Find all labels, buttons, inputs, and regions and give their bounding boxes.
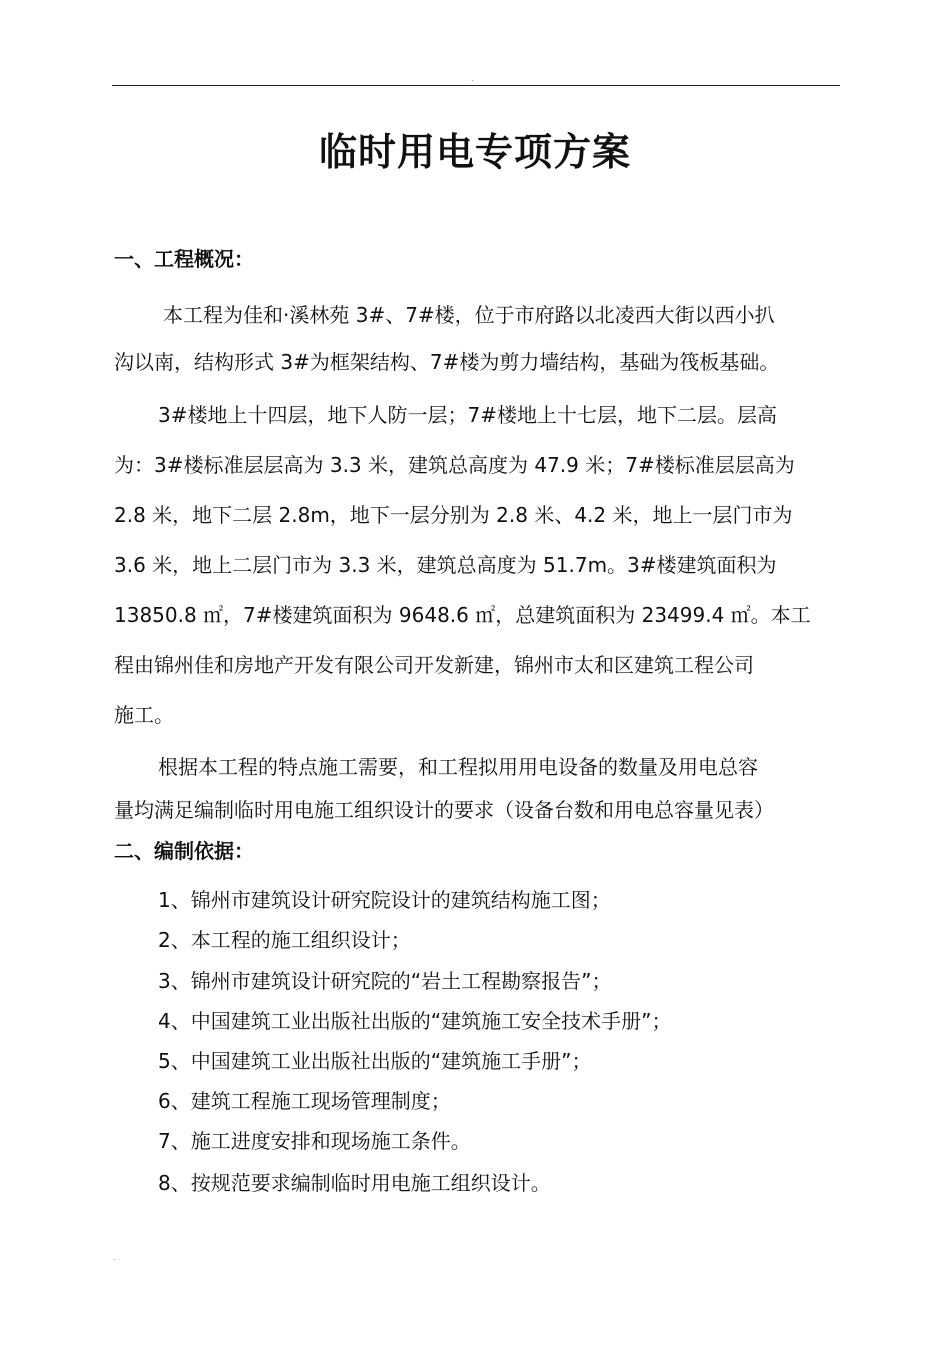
section-heading-basis: 二、编制依据：: [114, 839, 254, 863]
paragraph-line: 3.6 米，地上二层门市为 3.3 米，建筑总高度为 51.7m。3#楼建筑面积为: [114, 553, 777, 577]
paragraph-line: 程由锦州佳和房地产开发有限公司开发新建，锦州市太和区建筑工程公司: [114, 653, 754, 677]
section-heading-overview: 一、工程概况：: [114, 247, 254, 271]
paragraph-line: 沟以南，结构形式 3#为框架结构、7#楼为剪力墙结构，基础为筏板基础。: [114, 350, 780, 374]
list-item: 1、锦州市建筑设计研究院设计的建筑结构施工图；: [158, 888, 611, 912]
paragraph-line: 为：3#楼标准层层高为 3.3 米，建筑总高度为 47.9 米；7#楼标准层层高为: [114, 453, 795, 477]
paragraph-line: 根据本工程的特点施工需要，和工程拟用用电设备的数量及用电总容: [158, 755, 758, 779]
paragraph-line: 3#楼地上十四层，地下人防一层；7#楼地上十七层，地下二层。层高: [158, 403, 777, 427]
list-item: 7、施工进度安排和现场施工条件。: [158, 1129, 471, 1153]
list-item: 5、中国建筑工业出版社出版的“建筑施工手册”；: [158, 1049, 592, 1073]
paragraph-line: 施工。: [114, 703, 174, 727]
list-item: 3、锦州市建筑设计研究院的“岩土工程勘察报告”；: [158, 969, 612, 993]
footer-mark: .: [113, 1253, 116, 1262]
paragraph-line: 本工程为佳和·溪林苑 3#、7#楼，位于市府路以北凌西大街以西小扒: [163, 303, 775, 327]
list-item: 2、本工程的施工组织设计；: [158, 928, 411, 952]
paragraph-line: 2.8 米，地下二层 2.8m，地下一层分别为 2.8 米、4.2 米，地上一层门市为: [114, 503, 793, 527]
list-item: 4、中国建筑工业出版社出版的“建筑施工安全技术手册”；: [158, 1009, 672, 1033]
page-title: 临时用电专项方案: [318, 130, 631, 174]
list-item: 6、建筑工程施工现场管理制度；: [158, 1089, 451, 1113]
paragraph-line: 量均满足编制临时用电施工组织设计的要求（设备台数和用电总容量见表）: [114, 798, 774, 822]
list-item: 8、按规范要求编制临时用电施工组织设计。: [158, 1171, 551, 1195]
paragraph-line: 13850.8 ㎡，7#楼建筑面积为 9648.6 ㎡，总建筑面积为 23499.4 ㎡。本工: [114, 603, 811, 627]
header-rule: [112, 85, 840, 86]
header-mark: .: [471, 74, 474, 83]
